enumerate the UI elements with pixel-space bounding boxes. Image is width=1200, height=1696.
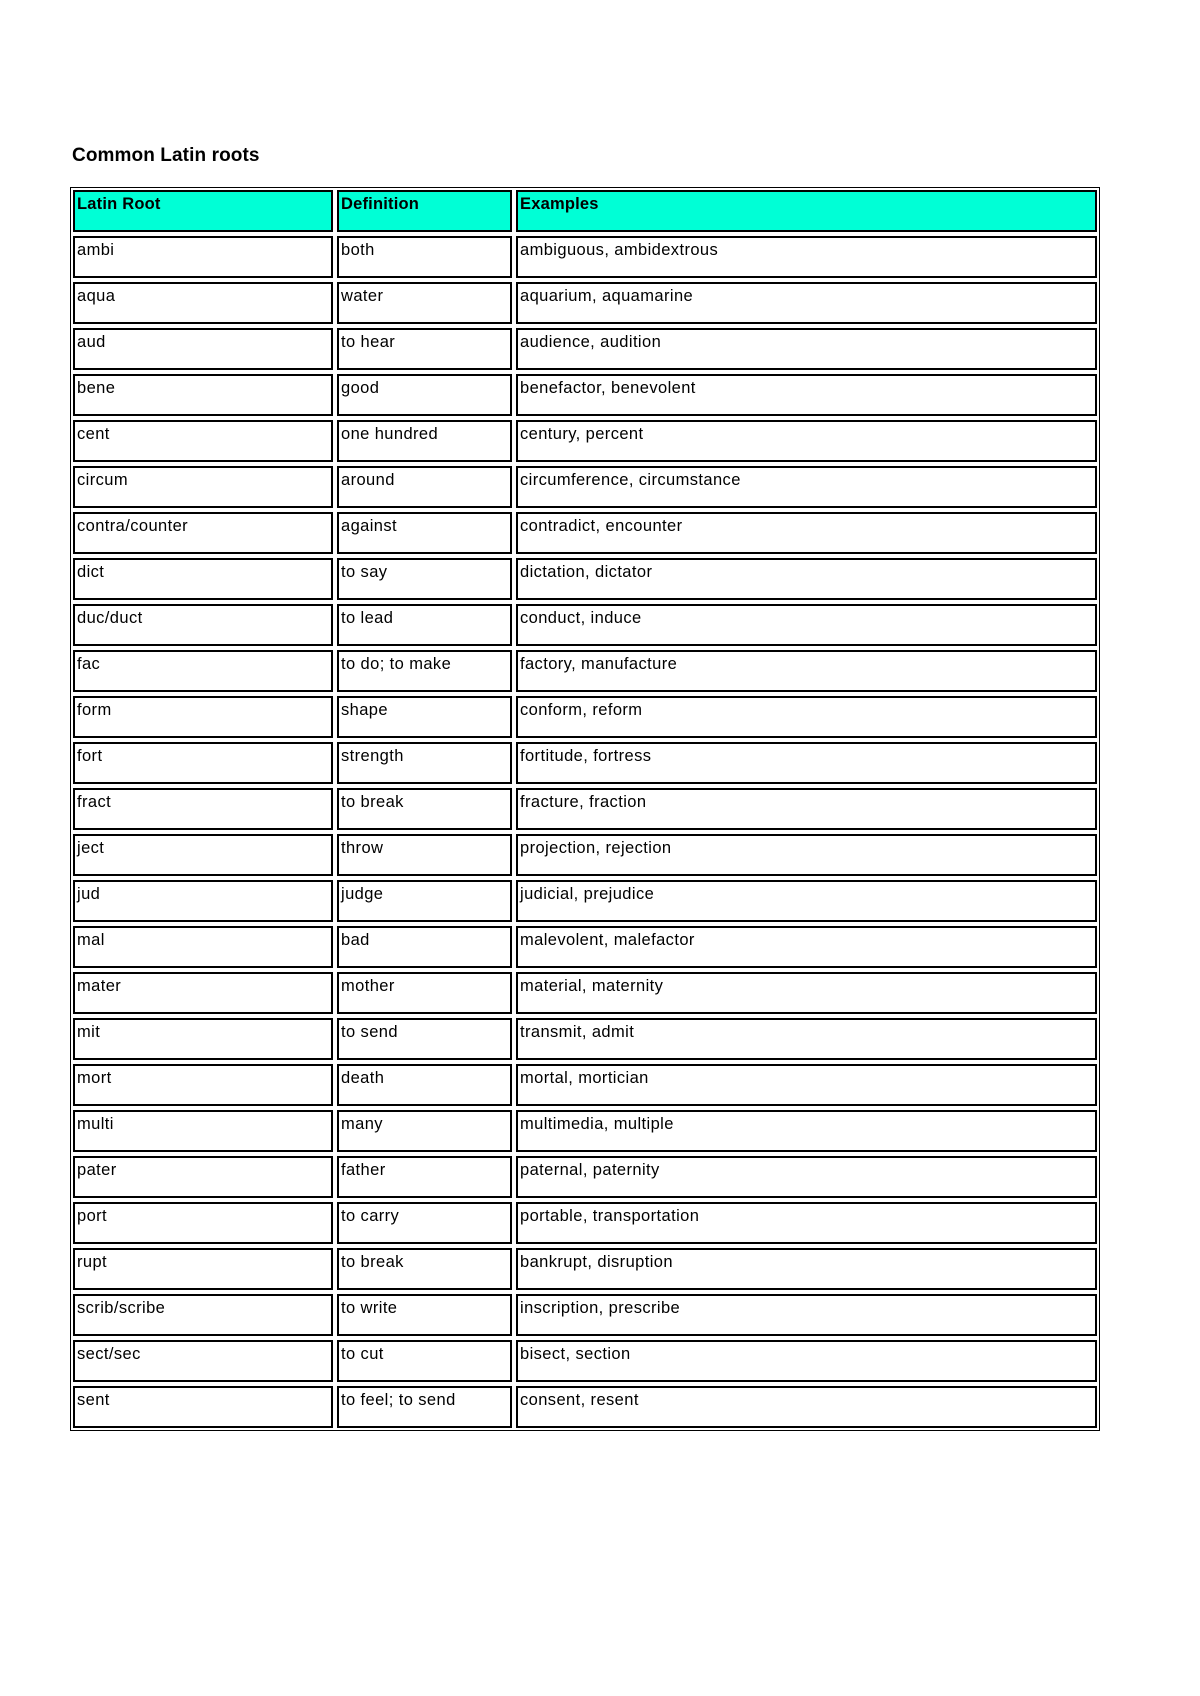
table-row: [73, 1386, 1097, 1428]
cell-latin-root: aqua: [73, 282, 333, 324]
cell-definition: to cut: [337, 1340, 512, 1382]
cell-latin-root: contra/counter: [73, 512, 333, 554]
table-row: [73, 696, 1097, 738]
table-row: [73, 742, 1097, 784]
table-row: [73, 1018, 1097, 1060]
column-header-examples: Examples: [516, 190, 1097, 232]
cell-latin-root: sent: [73, 1386, 333, 1428]
cell-examples: inscription, prescribe: [516, 1294, 1097, 1336]
table-row: [73, 558, 1097, 600]
cell-examples: factory, manufacture: [516, 650, 1097, 692]
latin-roots-table: [70, 187, 1100, 1431]
cell-examples: audience, audition: [516, 328, 1097, 370]
cell-definition: one hundred: [337, 420, 512, 462]
cell-latin-root: aud: [73, 328, 333, 370]
table-row: [73, 236, 1097, 278]
table-row: [73, 880, 1097, 922]
cell-latin-root: port: [73, 1202, 333, 1244]
cell-definition: to say: [337, 558, 512, 600]
cell-definition: judge: [337, 880, 512, 922]
table-row: [73, 788, 1097, 830]
cell-examples: mortal, mortician: [516, 1064, 1097, 1106]
cell-examples: judicial, prejudice: [516, 880, 1097, 922]
cell-definition: good: [337, 374, 512, 416]
cell-definition: death: [337, 1064, 512, 1106]
cell-definition: mother: [337, 972, 512, 1014]
cell-definition: around: [337, 466, 512, 508]
cell-examples: century, percent: [516, 420, 1097, 462]
table-row: [73, 1064, 1097, 1106]
table-row: [73, 512, 1097, 554]
column-header-definition: Definition: [337, 190, 512, 232]
cell-examples: contradict, encounter: [516, 512, 1097, 554]
cell-definition: father: [337, 1156, 512, 1198]
cell-definition: throw: [337, 834, 512, 876]
cell-definition: to do; to make: [337, 650, 512, 692]
cell-examples: dictation, dictator: [516, 558, 1097, 600]
cell-definition: strength: [337, 742, 512, 784]
cell-latin-root: scrib/scribe: [73, 1294, 333, 1336]
cell-definition: to feel; to send: [337, 1386, 512, 1428]
cell-examples: conform, reform: [516, 696, 1097, 738]
cell-examples: consent, resent: [516, 1386, 1097, 1428]
cell-definition: water: [337, 282, 512, 324]
cell-latin-root: ject: [73, 834, 333, 876]
cell-latin-root: mort: [73, 1064, 333, 1106]
cell-examples: aquarium, aquamarine: [516, 282, 1097, 324]
table-row: [73, 282, 1097, 324]
cell-examples: fracture, fraction: [516, 788, 1097, 830]
page-title: Common Latin roots: [72, 145, 260, 166]
cell-definition: to break: [337, 1248, 512, 1290]
cell-examples: multimedia, multiple: [516, 1110, 1097, 1152]
cell-latin-root: cent: [73, 420, 333, 462]
cell-latin-root: form: [73, 696, 333, 738]
table-row: [73, 466, 1097, 508]
cell-latin-root: duc/duct: [73, 604, 333, 646]
table-row: [73, 926, 1097, 968]
table-header-row: [73, 190, 1097, 232]
cell-examples: malevolent, malefactor: [516, 926, 1097, 968]
cell-examples: ambiguous, ambidextrous: [516, 236, 1097, 278]
cell-latin-root: jud: [73, 880, 333, 922]
cell-definition: both: [337, 236, 512, 278]
cell-latin-root: mal: [73, 926, 333, 968]
cell-latin-root: multi: [73, 1110, 333, 1152]
cell-latin-root: pater: [73, 1156, 333, 1198]
cell-latin-root: fract: [73, 788, 333, 830]
cell-latin-root: mater: [73, 972, 333, 1014]
cell-examples: projection, rejection: [516, 834, 1097, 876]
cell-examples: conduct, induce: [516, 604, 1097, 646]
cell-latin-root: mit: [73, 1018, 333, 1060]
cell-latin-root: bene: [73, 374, 333, 416]
cell-latin-root: dict: [73, 558, 333, 600]
table-row: [73, 1294, 1097, 1336]
table-row: [73, 650, 1097, 692]
cell-definition: to send: [337, 1018, 512, 1060]
cell-examples: bisect, section: [516, 1340, 1097, 1382]
cell-definition: to write: [337, 1294, 512, 1336]
cell-definition: to hear: [337, 328, 512, 370]
table-row: [73, 972, 1097, 1014]
cell-definition: to carry: [337, 1202, 512, 1244]
table-row: [73, 328, 1097, 370]
table-row: [73, 420, 1097, 462]
cell-latin-root: sect/sec: [73, 1340, 333, 1382]
table-row: [73, 1248, 1097, 1290]
cell-examples: paternal, paternity: [516, 1156, 1097, 1198]
cell-definition: to break: [337, 788, 512, 830]
cell-latin-root: fort: [73, 742, 333, 784]
cell-examples: circumference, circumstance: [516, 466, 1097, 508]
table-row: [73, 1202, 1097, 1244]
cell-latin-root: fac: [73, 650, 333, 692]
cell-definition: to lead: [337, 604, 512, 646]
cell-examples: transmit, admit: [516, 1018, 1097, 1060]
table-row: [73, 604, 1097, 646]
table-row: [73, 1156, 1097, 1198]
cell-latin-root: circum: [73, 466, 333, 508]
cell-latin-root: rupt: [73, 1248, 333, 1290]
cell-definition: shape: [337, 696, 512, 738]
cell-examples: fortitude, fortress: [516, 742, 1097, 784]
cell-examples: material, maternity: [516, 972, 1097, 1014]
cell-latin-root: ambi: [73, 236, 333, 278]
cell-examples: benefactor, benevolent: [516, 374, 1097, 416]
table-row: [73, 1340, 1097, 1382]
table-row: [73, 834, 1097, 876]
cell-definition: bad: [337, 926, 512, 968]
table-row: [73, 374, 1097, 416]
cell-examples: bankrupt, disruption: [516, 1248, 1097, 1290]
table-row: [73, 1110, 1097, 1152]
cell-definition: against: [337, 512, 512, 554]
column-header-latin-root: Latin Root: [73, 190, 333, 232]
cell-examples: portable, transportation: [516, 1202, 1097, 1244]
cell-definition: many: [337, 1110, 512, 1152]
